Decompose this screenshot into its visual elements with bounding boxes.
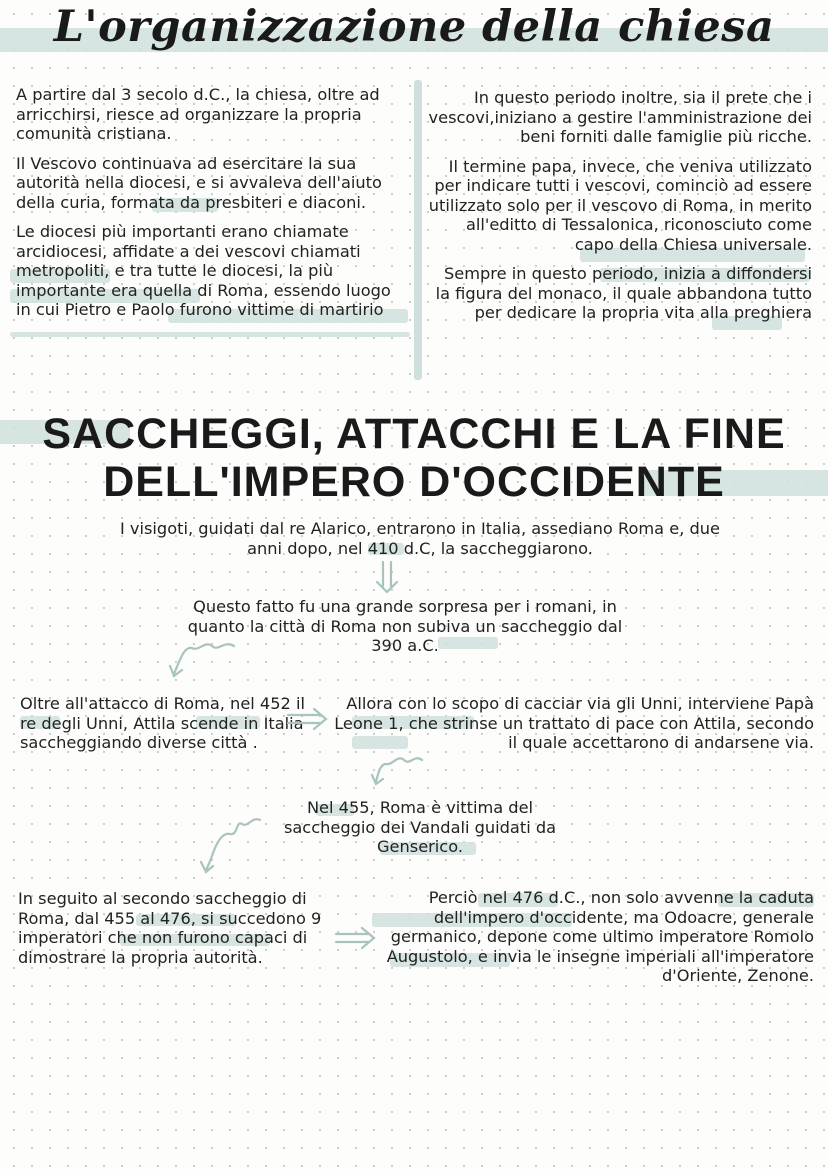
page-title: L'organizzazione della chiesa	[53, 2, 775, 52]
double-arrow-right-icon	[286, 706, 330, 732]
block-sorpresa: Questo fatto fu una grande sorpresa per i romani, in quanto la città di Roma non subiva un saccheggio dal 390 a.C.	[187, 597, 623, 655]
paragraph-diocesi: Le diocesi più importanti erano chiamate arcidiocesi, affidate a dei vescovi chiamati metropoliti, e tra tutte le diocesi, la più importante era quella di Roma, essendo luogo in cui Pietro e Paolo furono vittime di martirio	[16, 222, 391, 319]
right-column	[428, 88, 812, 333]
block-caduta: Perciò nel 476 d.C., non solo avvenne la caduta dell'impero d'occidente, ma Odoacre, generale germanico, depone come ultimo imperatore Romolo Augustolo, e invia le insegne imperiali all'imperatore d'Oriente, Zenone.	[386, 888, 814, 985]
column-divider	[414, 80, 422, 380]
section-title-line2: DELL'IMPERO D'OCCIDENTE	[103, 458, 725, 506]
paragraph-chiesa: A partire dal 3 secolo d.C., la chiesa, oltre ad arricchirsi, riesce ad organizzare la propria comunità cristiana.	[16, 85, 380, 143]
paragraph-prete: In questo periodo inoltre, sia il prete che i vescovi,iniziano a gestire l'amministrazione dei beni forniti dalle famiglie più ricche.	[428, 88, 812, 146]
block-visigoti: I visigoti, guidati dal re Alarico, entrarono in Italia, assediano Roma e, due anni dopo, nel 410 d.C, la saccheggiarono.	[120, 519, 720, 558]
paragraph-papa: Il termine papa, invece, che veniva utilizzato per indicare tutti i vescovi, cominciò ad essere utilizzato solo per il vescovo di Roma, in merito all'editto di Tessalonica, riconosciuto come capo della Chiesa universale.	[428, 156, 812, 254]
highlight-roma-line	[10, 332, 410, 337]
block-attila: Oltre all'attacco di Roma, nel 452 il re degli Unni, Attila scende in Italia saccheggiando diverse città .	[20, 694, 305, 752]
block-imperatori: In seguito al secondo saccheggio di Roma, dal 455 al 476, si succedono 9 imperatori che non furono capaci di dimostrare la propria autorità.	[18, 889, 322, 967]
paragraph-vescovo: Il Vescovo continuava ad esercitare la sua autorità nella diocesi, e si avvaleva dell'aiuto della curia, formata da presbiteri e diaconi.	[16, 153, 382, 212]
paragraph-monaco: Sempre in questo periodo, inizia a diffondersi la figura del monaco, il quale abbandona tutto per dedicare la propria vita alla preghiera	[435, 264, 812, 322]
section-title	[0, 410, 828, 506]
double-arrow-down-icon	[372, 560, 402, 596]
left-column	[16, 85, 408, 330]
curly-arrow-icon	[370, 754, 426, 792]
block-leone: Allora con lo scopo di cacciar via gli Unni, interviene Papà Leone 1, che strinse un trattato di pace con Attila, secondo il quale accettarono di andarsene via.	[334, 694, 814, 752]
curly-arrow-icon	[168, 638, 238, 684]
curly-arrow-icon	[198, 816, 264, 878]
section-title-line1: SACCHEGGI, ATTACCHI E LA FINE	[42, 410, 786, 458]
block-vandali: Nel 455, Roma è vittima del saccheggio dei Vandali guidati da Genserico.	[283, 798, 557, 856]
